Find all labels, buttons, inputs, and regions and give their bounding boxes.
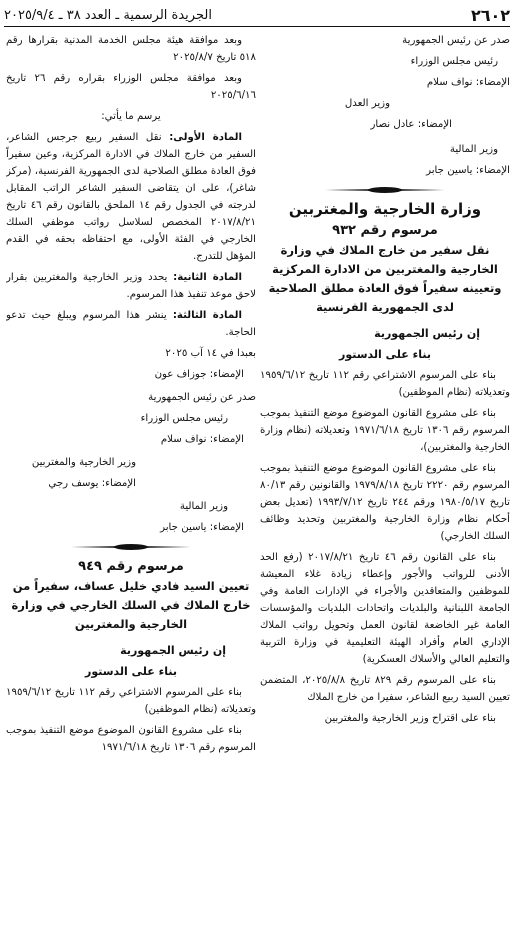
finance-signature: الإمضاء: ياسين جابر [426,165,510,176]
recital-paragraph: بناء على المرسوم الاشتراعي رقم ١١٢ تاريخ ١٩٥٩/٦/١٢ وتعديلاته (نظام الموظفين) [6,687,256,715]
justice-signature: الإمضاء: عادل نصار [370,119,452,130]
decree-number: مرسوم رقم ٩٣٢ [332,223,438,238]
pm-signature: الإمضاء: نواف سلام [426,77,510,88]
gazette-title: الجريدة الرسمية ـ العدد ٣٨ ـ ٢٠٢٥/٩/٤ [4,7,212,23]
article-2-text: يحدد وزير الخارجية والمغتربين بقرار لاحق موعد تنفيذ هذا المرسوم. [6,272,256,300]
decree-date: بعبدا في ١٤ آب ٢٠٢٥ [165,348,256,359]
issued-line: صدر عن رئيس الجمهورية [402,35,510,46]
section-divider [71,544,191,550]
finance-title: وزير المالية [449,144,498,155]
decrees-line: يرسم ما يأتي: [101,111,161,122]
recital-paragraph: بناء على القانون رقم ٤٦ تاريخ ٢٠١٧/٨/٢١ (رفع الحد الأدنى للرواتب والأجور وإعطاء زيادة غلاء المعيشة للموظفين والمتعاقدين والأجراء في الإدارات العامة وفي الجامعة اللبنانية والبلديات واتحادات البلديات والمؤسسات العامة غير الخاضعة لقانون العمل وتحويل رواتب الملاك الإداري العام وأفراد الهيئة التعليمية في وزارة التربية والتعليم العالي والأسلاك العسكرية) [260,552,510,665]
recital-paragraph: بناء على المرسوم رقم ٨٢٩ تاريخ ٢٠٢٥/٨/٨، المتضمن تعيين السيد ربيع الشاعر، سفيرا من خارج الملاك [260,675,510,703]
article-1-text: نقل السفير ربيع جرجس الشاعر، السفير من خارج الملاك في الادارة المركزية، وعين سفيراً فوق العادة مطلق الصلاحية لدى الجمهورية الفرنسية، (مركز شاغر)، على ان يتقاضى السفير الشاعر الراتب المقابل لدرجته في الجدول رقم ١٤ الملحق بالقانون رقم ٤٦ تاريخ ٢٠١٧/٨/٢١ المخصص لسلاسل رواتب موظفي السلك الخارجي في الفئة الأولى، مع احتفاظه بحقه في القدم المؤهل للتدرج. [6,132,256,262]
right-column [260,32,510,930]
president-heading: إن رئيس الجمهورية [374,327,480,340]
article-3 [6,307,256,341]
recital-paragraph: وبعد موافقة مجلس الوزراء بقراره رقم ٢٦ تاريخ ٢٠٢٥/٦/١٦ [6,73,256,101]
recital-paragraph: بناء على اقتراح وزير الخارجية والمغتربين [324,713,496,724]
section-divider [325,187,445,193]
recital-paragraph: وبعد موافقة هيئة مجلس الخدمة المدنية بقرارها رقم ٥١٨ تاريخ ٢٠٢٥/٨/٧ [6,35,256,63]
left-column [6,32,256,930]
justice-title: وزير العدل [344,98,390,109]
article-2 [6,269,256,303]
issued-line: صدر عن رئيس الجمهورية [148,392,256,403]
finance-signature: الإمضاء: ياسين جابر [160,522,244,533]
recital-paragraph: بناء على مشروع القانون الموضوع موضع التنفيذ بموجب المرسوم رقم ١٣٠٦ تاريخ ١٩٧١/٦/١٨ [6,725,256,753]
article-3-text: ينشر هذا المرسوم ويبلغ حيث تدعو الحاجة. [6,310,256,338]
constitution-heading: بناء على الدستور [85,665,177,678]
president-signature: الإمضاء: جوزاف عون [154,369,244,380]
page-header [4,4,510,27]
recital-paragraph: بناء على مشروع القانون الموضوع موضع التنفيذ بموجب المرسوم رقم ١٣٠٦ تاريخ ١٩٧١/٦/١٨ وتعديلاته (نظام وزارة الخارجية والمغتربين)، [260,408,510,453]
finance-title: وزير المالية [179,501,228,512]
article-1 [6,129,256,265]
page-number: ٢٦٠٢ [470,5,510,25]
decree-title: نقل سفير من خارج الملاك في وزارة الخارجية والمغتربين من الادارة المركزية وتعيينه سفيراً فوق العادة مطلق الصلاحية لدى الجمهورية الفرنسية [268,243,502,314]
decree-title: تعيين السيد فادي خليل عساف، سفيراً من خارج الملاك في السلك الخارجي في وزارة الخارجية والمغتربين [11,579,251,631]
decree-number: مرسوم رقم ٩٤٩ [78,559,184,574]
article-2-heading: المادة الثانية: [173,272,242,283]
pm-title: رئيس مجلس الوزراء [410,56,498,67]
article-3-heading: المادة الثالثة: [172,310,242,321]
article-1-heading: المادة الأولى: [169,132,242,143]
constitution-heading: بناء على الدستور [339,348,431,361]
recital-paragraph: بناء على المرسوم الاشتراعي رقم ١١٢ تاريخ ١٩٥٩/٦/١٢ وتعديلاته (نظام الموظفين) [260,370,510,398]
foreign-minister-signature: الإمضاء: يوسف رجي [48,478,136,489]
foreign-minister-title: وزير الخارجية والمغتربين [31,457,136,468]
president-heading: إن رئيس الجمهورية [120,644,226,657]
ministry-heading: وزارة الخارجية والمغتربين [288,200,482,218]
pm-signature: الإمضاء: نواف سلام [160,434,244,445]
recital-paragraph: بناء على مشروع القانون الموضوع موضع التنفيذ بموجب المرسوم رقم ٢٢٢٠ تاريخ ١٩٧٩/٨/١٨ والقانونين رقم ٨٠/١٣ تاريخ ١٩٨٠/٥/١٧ ورقم ٢٤٤ تاريخ ١٩٩٣/٧/١٢ (تعديل بعض أحكام نظام وزارة الخارجية والمغتربين وتحديد وظائف السلك الخارجي) [260,463,510,542]
pm-title: رئيس مجلس الوزراء [140,413,228,424]
